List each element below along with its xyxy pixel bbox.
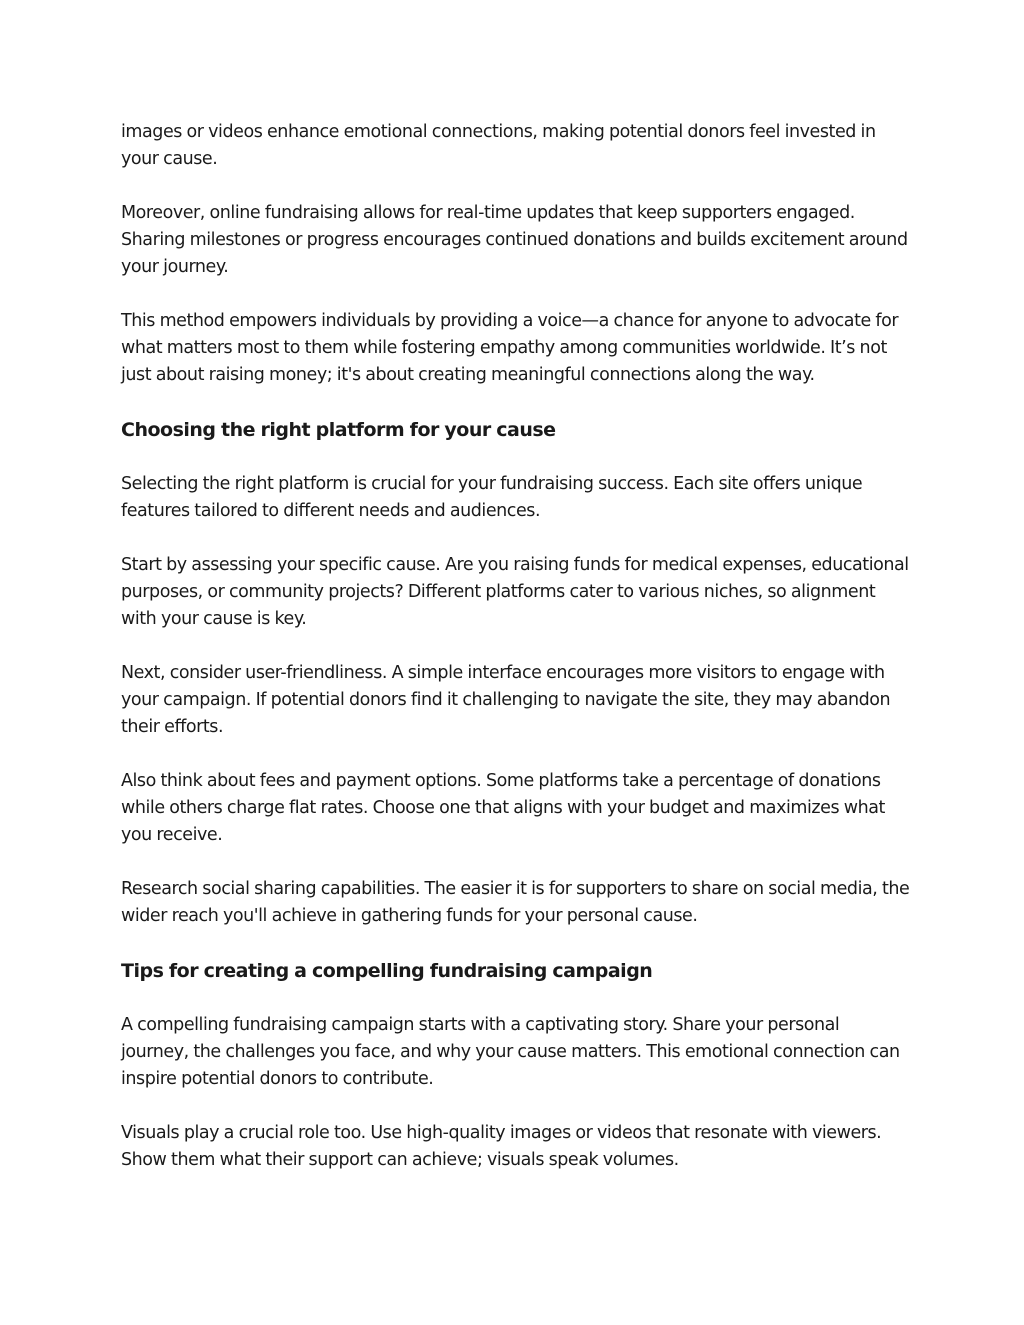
document-page [121,119,911,1174]
paragraph: Moreover, online fundraising allows for real-time updates that keep supporters engaged. Sharing milestones or progress encourages continued donations and builds excitement around your journey. [121,203,908,277]
section-heading: Choosing the right platform for your cause [121,419,556,441]
paragraph: A compelling fundraising campaign starts with a captivating story. Share your personal journey, the challenges you face, and why your cause matters. This emotional connection can inspire potential donors to contribute. [121,1015,900,1089]
paragraph: Start by assessing your specific cause. Are you raising funds for medical expenses, educational purposes, or community projects? Different platforms cater to various niches, so alignment with your cause is key. [121,555,909,629]
paragraph: Visuals play a crucial role too. Use high-quality images or videos that resonate with viewers. Show them what their support can achieve; visuals speak volumes. [121,1123,882,1170]
paragraph: Research social sharing capabilities. The easier it is for supporters to share on social media, the wider reach you'll achieve in gathering funds for your personal cause. [121,879,910,926]
paragraph: Also think about fees and payment options. Some platforms take a percentage of donations while others charge flat rates. Choose one that aligns with your budget and maximizes what you receive. [121,771,885,845]
section-heading: Tips for creating a compelling fundraising campaign [121,960,653,982]
paragraph: images or videos enhance emotional connections, making potential donors feel invested in your cause. [121,122,876,169]
paragraph: This method empowers individuals by providing a voice—a chance for anyone to advocate for what matters most to them while fostering empathy among communities worldwide. It’s not just about raising money; it's about creating meaningful connections along the way. [121,311,899,385]
paragraph: Next, consider user-friendliness. A simple interface encourages more visitors to engage with your campaign. If potential donors find it challenging to navigate the site, they may abandon their efforts. [121,663,891,737]
paragraph: Selecting the right platform is crucial for your fundraising success. Each site offers unique features tailored to different needs and audiences. [121,474,863,521]
